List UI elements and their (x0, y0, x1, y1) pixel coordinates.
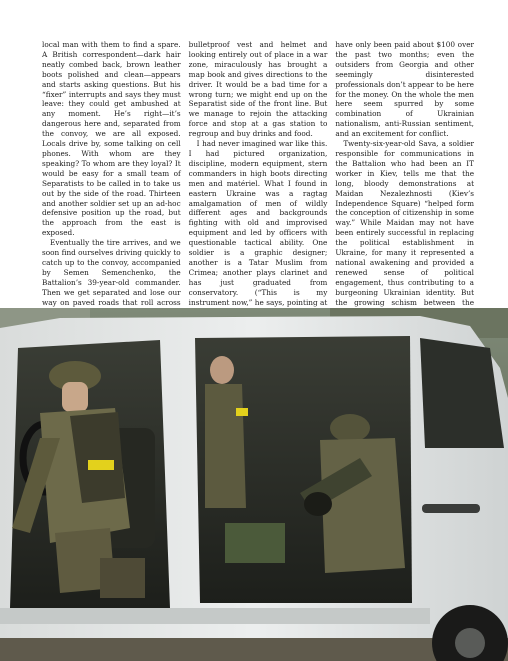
paragraph: local man with them to find a spare. A British correspondent—dark hair neatly combed back, brown leather boots polished and clean—appears and starts asking questions. But his “fixer” interrupts and says they must leave: they could get ambushed at any moment. He’s right—it’s dangerous here and, separated from the convoy, we are all exposed. Locals drive by, some talking on cell phones. With whom are they speaking? To whom are they loyal? It would be easy for a small team of Separatists to be called in to take us out by the side of the road. Thirteen and another soldier set up an ad-hoc defensive position up the road, but the approach from the east is exposed. (42, 40, 181, 238)
door-handle (422, 504, 480, 513)
soldier-head (210, 356, 234, 384)
article-text (42, 40, 475, 307)
soldier-face (62, 382, 88, 412)
paragraph: Twenty-six-year-old Sava, a soldier responsible for communications in the Battalion who had been an IT worker in Kiev, tells me that the long, bloody demonstrations at Maidan Nezalezhnosti (Kiev’s Independence Square) “helped form the conception of citizenship in some way.” While Maidan may not have been entirely successful in replacing the political establishment in Ukraine, for many it represented a national awakening and provided a renewed sense of political engagement, thus contributing to a burgeoning Ukrainian identity. But the growing schism between the (335, 139, 475, 307)
van-sill (0, 608, 430, 624)
paragraph: have only been paid about $100 over the past two months; even the outsiders from Georgia and other seemingly disinterested professionals don’t appear to be here for the money. On the whole the men here seem spurred by some combination of Ukrainian nationalism, anti-Russian sentiment, and an excitement for conflict. (335, 40, 475, 139)
soldier-body (205, 384, 246, 508)
soldier-body (320, 438, 405, 573)
ammo-box (100, 558, 145, 598)
text-column-3 (335, 40, 475, 307)
paragraph: Eventually the tire arrives, and we soon find ourselves driving quickly to catch up to the convoy, accompanied by Semen Semenchenko, the Battalion’s 39-year-old commander. Then we get separated and lose our way on paved roads that roll across (42, 238, 181, 307)
yellow-armband (88, 460, 114, 470)
soldier-helmet (330, 414, 370, 442)
crate (225, 523, 285, 563)
launcher-muzzle (304, 492, 332, 516)
wheel-hub (455, 628, 485, 658)
paragraph: I had never imagined war like this. I had pictured organization, discipline, modern equipment, stern commanders in high boots directing men and matériel. What I found in eastern Ukraine was a ragtag amalgamation of men of wildly different ages and backgrounds fighting with old and improvised equipment and led by officers with questionable tactical ability. One soldier is a graphic designer; another is a Tatar Muslim from Crimea; another plays clarinet and has just graduated from conservatory. (“This is my instrument now,” he says, pointing at (188, 139, 328, 307)
paragraph: bulletproof vest and helmet and looking entirely out of place in a war zone, miraculously has brought a map book and gives directions to the driver. It would be a bad time for a wrong turn; we might end up on the Separatist side of the front line. But we manage to rejoin the attacking force and stop at a gas station to regroup and buy drinks and food. (188, 40, 328, 139)
photo-soldiers-in-van (0, 308, 508, 661)
text-column-2 (188, 40, 328, 307)
yellow-armband (236, 408, 248, 416)
text-column-1 (42, 40, 181, 307)
